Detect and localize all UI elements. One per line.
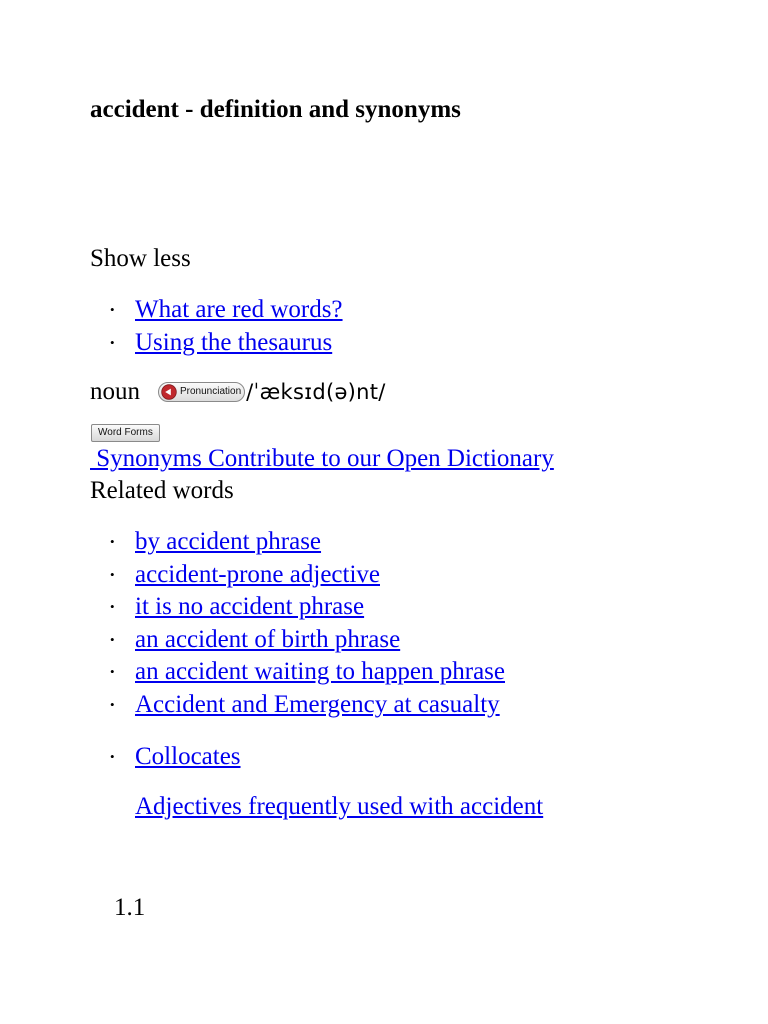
- show-less-toggle[interactable]: Show less: [90, 245, 191, 272]
- list-item: [90, 656, 505, 689]
- bullet-icon: •: [110, 534, 115, 549]
- bullet-icon: •: [110, 566, 115, 582]
- help-links-list: [90, 294, 343, 359]
- related-word-link[interactable]: Accident and Emergency at casualty: [135, 690, 500, 718]
- related-word-link[interactable]: accident-prone adjective: [135, 560, 380, 588]
- related-word-link[interactable]: an accident waiting to happen phrase: [135, 658, 505, 686]
- entry-header: [90, 376, 386, 408]
- adjectives-collocates-link[interactable]: Adjectives frequently used with accident: [135, 793, 544, 820]
- bullet-icon: •: [110, 696, 115, 712]
- related-word-link[interactable]: by accident phrase: [135, 528, 322, 555]
- ipa-transcription: /ˈæksɪd(ə)nt/: [246, 380, 386, 404]
- bullet-icon: •: [110, 302, 115, 317]
- list-item: [90, 689, 505, 722]
- word-forms-button[interactable]: Word Forms: [91, 424, 160, 442]
- speaker-icon: [161, 384, 177, 400]
- list-item: [90, 526, 505, 559]
- related-words-heading: Related words: [90, 477, 234, 504]
- list-item: [90, 624, 505, 657]
- bullet-icon: •: [110, 599, 115, 615]
- collocates-list: [90, 741, 241, 774]
- bullet-icon: •: [110, 749, 115, 764]
- bullet-icon: •: [110, 664, 115, 680]
- list-item: [90, 327, 343, 360]
- synonyms-link[interactable]: Synonyms Contribute to our Open Dictionary: [90, 445, 554, 472]
- pronunciation-button[interactable]: [158, 382, 245, 402]
- related-word-link[interactable]: an accident of birth phrase: [135, 625, 401, 653]
- list-item: [90, 591, 505, 624]
- related-word-link[interactable]: it is no accident phrase: [135, 593, 365, 621]
- page-title: accident - definition and synonyms: [90, 96, 461, 123]
- bullet-icon: •: [110, 631, 115, 647]
- list-item: [90, 294, 343, 327]
- part-of-speech: noun: [90, 378, 140, 405]
- section-number: 1.1: [114, 894, 146, 921]
- collocates-link[interactable]: Collocates: [135, 743, 241, 770]
- related-words-list: [90, 526, 505, 722]
- red-words-help-link[interactable]: What are red words?: [135, 296, 343, 323]
- list-item: [90, 559, 505, 592]
- thesaurus-help-link[interactable]: Using the thesaurus: [135, 328, 333, 356]
- bullet-icon: •: [110, 334, 115, 350]
- list-item: [90, 741, 241, 774]
- pronunciation-label: Pronunciation: [180, 386, 242, 397]
